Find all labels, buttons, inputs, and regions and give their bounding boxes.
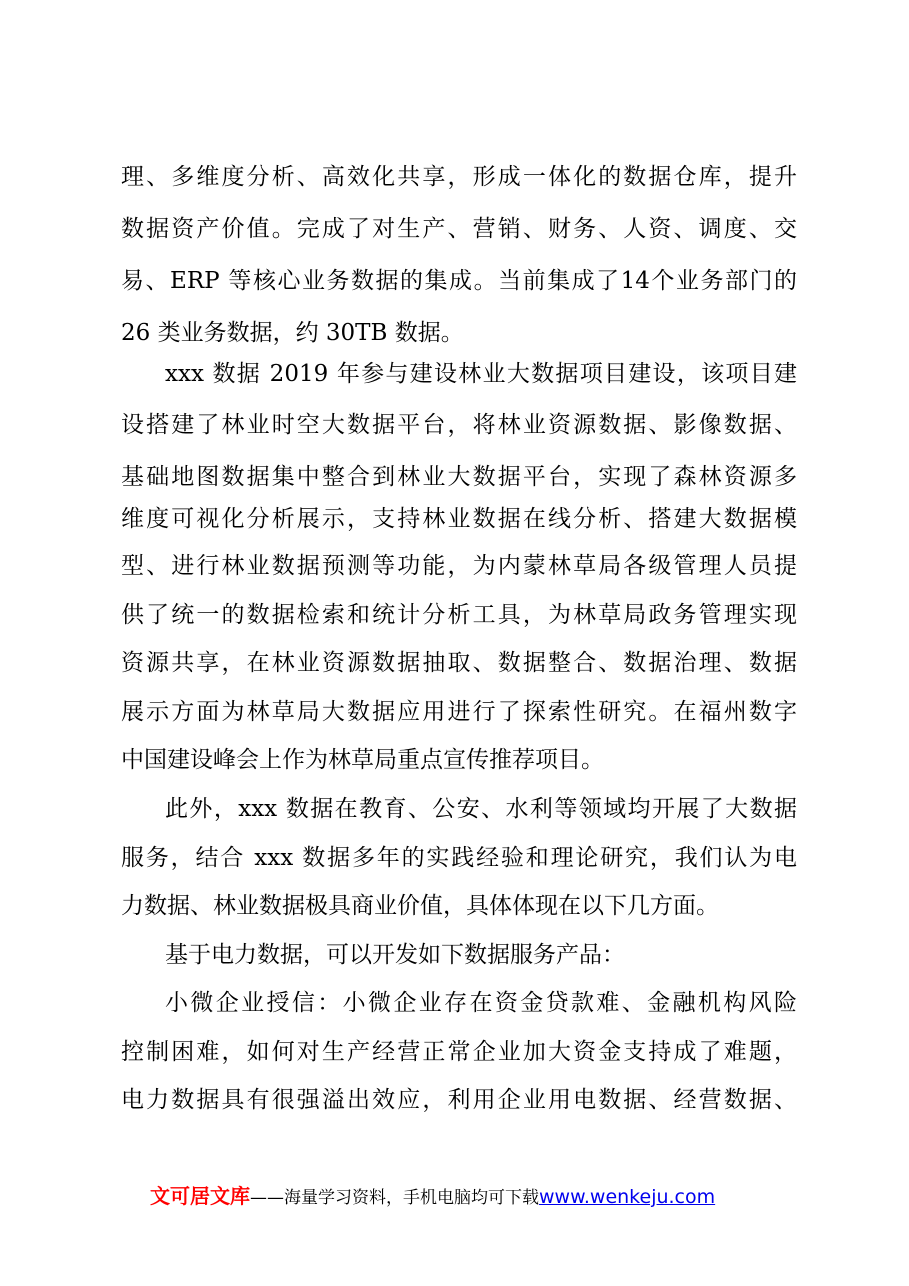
footer-link[interactable]: www.wenkeju.com <box>539 1186 716 1208</box>
text-line: 维度可视化分析展示，支持林业数据在线分析、搭建大数据模 <box>121 506 797 532</box>
text-line: 力数据、林业数据极具商业价值，具体体现在以下几方面。 <box>121 893 719 919</box>
footer-tagline: 海量学习资料，手机电脑均可下载 <box>284 1188 539 1208</box>
text-line: 型、进行林业数据预测等功能，为内蒙林草局各级管理人员提 <box>121 553 797 579</box>
text-line: 此外，xxx 数据在教育、公安、水利等领域均开展了大数据 <box>165 796 797 822</box>
footer-banner <box>150 1180 790 1214</box>
text-line: 供了统一的数据检索和统计分析工具，为林草局政务管理实现 <box>121 602 797 628</box>
text-line: 基于电力数据，可以开发如下数据服务产品： <box>165 942 625 968</box>
text-line: 理、多维度分析、高效化共享，形成一体化的数据仓库，提升 <box>121 164 797 190</box>
footer-brand: 文可居文库 <box>150 1184 250 1208</box>
text-line: 中国建设峰会上作为林草局重点宣传推荐项目。 <box>121 747 604 773</box>
text-line: 控制困难，如何对生产经营正常企业加大资金支持成了难题， <box>121 1039 797 1065</box>
text-line: 展示方面为林草局大数据应用进行了探索性研究。在福州数字 <box>121 699 797 725</box>
text-line: 服务，结合 xxx 数据多年的实践经验和理论研究，我们认为电 <box>121 845 797 871</box>
text-line: 电力数据具有很强溢出效应，利用企业用电数据、经营数据、 <box>121 1087 797 1113</box>
text-line: 基础地图数据集中整合到林业大数据平台，实现了森林资源多 <box>121 464 797 490</box>
footer-dash: —— <box>250 1188 284 1208</box>
text-line: 小微企业授信：小微企业存在资金贷款难、金融机构风险 <box>165 990 797 1016</box>
text-line: xxx 数据 2019 年参与建设林业大数据项目建设，该项目建 <box>165 361 797 387</box>
text-line: 26 类业务数据，约 30TB 数据。 <box>121 320 464 346</box>
text-line: 数据资产价值。完成了对生产、营销、财务、人资、调度、交 <box>121 216 797 242</box>
text-line: 易、ERP 等核心业务数据的集成。当前集成了14个业务部门的 <box>121 268 797 294</box>
text-line: 资源共享，在林业资源数据抽取、数据整合、数据治理、数据 <box>121 650 797 676</box>
text-line: 设搭建了林业时空大数据平台，将林业资源数据、影像数据、 <box>121 412 797 438</box>
